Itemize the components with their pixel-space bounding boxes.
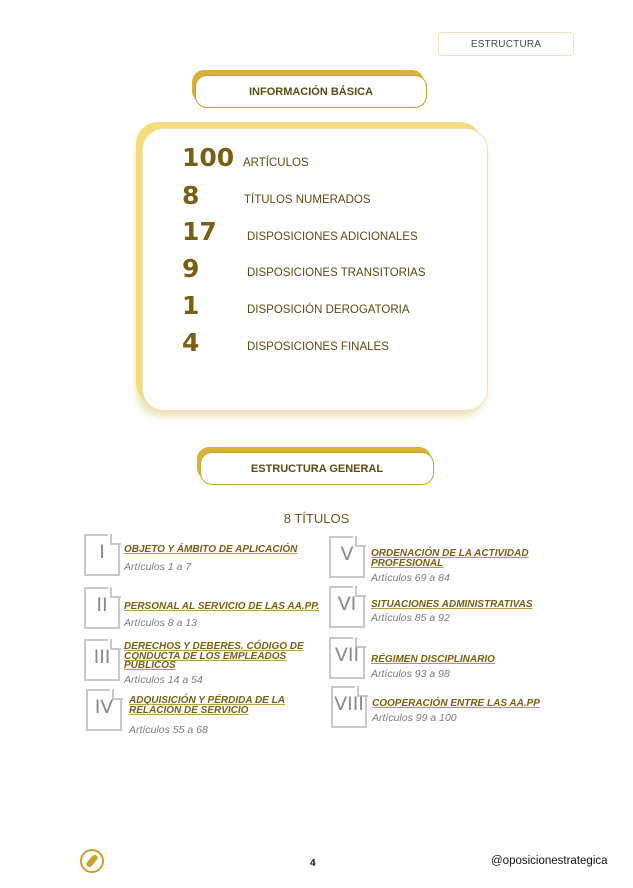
title-articles: Artículos 69 a 84 — [371, 572, 450, 584]
title-articles: Artículos 8 a 13 — [124, 617, 197, 629]
stat-number: 17 — [182, 217, 217, 246]
social-handle: @oposicionestrategica — [491, 855, 608, 867]
title-name: ADQUISICIÓN Y PÉRDIDA DE LA RELACIÓN DE SERVICIO — [129, 695, 285, 716]
stat-number: 4 — [182, 328, 200, 357]
title-articles: Artículos 99 a 100 — [372, 712, 457, 724]
stat-number: 8 — [182, 181, 200, 210]
stat-label: DISPOSICIONES ADICIONALES — [247, 231, 418, 243]
title-numeral: VII — [334, 644, 360, 666]
section-tag: ESTRUCTURA — [438, 32, 574, 56]
basic-info-heading: INFORMACIÓN BÁSICA — [195, 75, 427, 108]
stat-number: 1 — [182, 291, 200, 320]
title-numeral: VI — [337, 593, 357, 615]
compass-icon — [80, 849, 104, 873]
title-name: DERECHOS Y DEBERES. CÓDIGO DE CONDUCTA DE LOS EMPLEADOS PÚBLICOS — [124, 641, 304, 671]
stat-number: 100 — [182, 143, 235, 172]
title-name: SITUACIONES ADMINISTRATIVAS — [371, 599, 533, 610]
title-numeral: II — [96, 594, 108, 616]
title-name: OBJETO Y ÁMBITO DE APLICACIÓN — [124, 544, 298, 555]
title-name: RÉGIMEN DISCIPLINARIO — [371, 654, 495, 665]
title-numeral: VIII — [334, 693, 364, 715]
stat-label: DISPOSICIONES FINALES — [247, 341, 389, 353]
title-numeral: IV — [94, 696, 114, 718]
stat-label: DISPOSICIONES TRANSITORIAS — [247, 267, 426, 279]
title-name: COOPERACIÓN ENTRE LAS AA.PP — [372, 698, 540, 709]
title-articles: Artículos 85 a 92 — [371, 612, 450, 624]
stat-label: DISPOSICIÓN DEROGATORIA — [247, 304, 410, 316]
title-name: PERSONAL AL SERVICIO DE LAS AA.PP. — [124, 601, 320, 612]
stat-number: 9 — [182, 254, 200, 283]
stat-label: ARTÍCULOS — [243, 157, 309, 169]
title-numeral: V — [340, 543, 354, 565]
titles-count-heading: 8 TÍTULOS — [283, 511, 350, 526]
title-articles: Artículos 1 a 7 — [124, 561, 192, 573]
general-structure-heading: ESTRUCTURA GENERAL — [200, 452, 434, 485]
title-articles: Artículos 55 a 68 — [129, 724, 208, 736]
title-numeral: I — [99, 541, 105, 563]
title-name: ORDENACIÓN DE LA ACTIVIDAD PROFESIONAL — [371, 548, 529, 569]
title-articles: Artículos 14 a 54 — [124, 674, 203, 686]
title-articles: Artículos 93 a 98 — [371, 668, 450, 680]
stat-label: TÍTULOS NUMERADOS — [244, 194, 371, 206]
title-numeral: III — [93, 646, 111, 668]
page-number: 4 — [310, 858, 316, 869]
